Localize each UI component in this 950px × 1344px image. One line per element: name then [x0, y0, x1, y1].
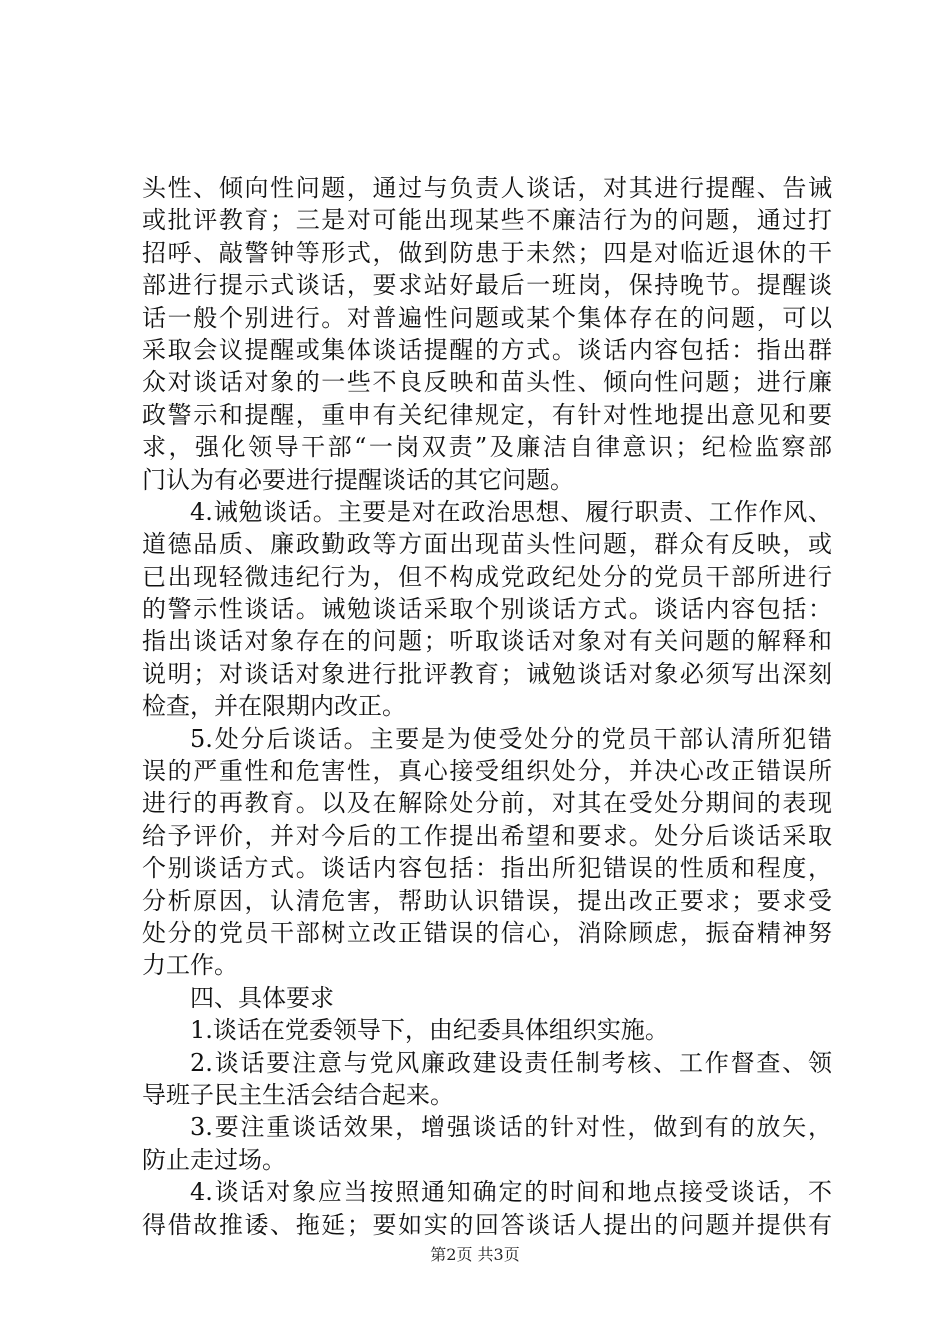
document-body — [142, 172, 832, 1241]
text-line: 门认为有必要进行提醒谈话的其它问题。 — [142, 465, 574, 494]
text-line: 2.谈话要注意与党风廉政建设责任制考核、工作督查、领 — [190, 1048, 832, 1077]
text-line: 个别谈话方式。谈话内容包括：指出所犯错误的性质和程度， — [142, 854, 832, 883]
text-line: 或批评教育；三是对可能出现某些不廉洁行为的问题，通过打 — [142, 206, 832, 235]
text-line: 3.要注重谈话效果，增强谈话的针对性，做到有的放矢， — [190, 1113, 832, 1142]
text-line: 导班子民主生活会结合起来。 — [142, 1080, 454, 1109]
text-line: 4.谈话对象应当按照通知确定的时间和地点接受谈话，不 — [190, 1178, 832, 1207]
text-line: 求，强化领导干部“一岗双责”及廉洁自律意识；纪检监察部 — [142, 433, 832, 462]
text-line: 5.处分后谈话。主要是为使受处分的党员干部认清所犯错 — [190, 724, 832, 753]
text-line: 得借故推诿、拖延；要如实的回答谈话人提出的问题并提供有 — [142, 1210, 832, 1239]
text-line: 分析原因，认清危害，帮助认识错误，提出改正要求；要求受 — [142, 886, 832, 915]
text-line: 检查，并在限期内改正。 — [142, 692, 406, 721]
text-line: 招呼、敲警钟等形式，做到防患于未然；四是对临近退休的干 — [142, 238, 832, 267]
page-footer: 第2页 共3页 — [430, 1245, 520, 1264]
text-line: 道德品质、廉政勤政等方面出现苗头性问题，群众有反映，或 — [142, 530, 832, 559]
text-line: 说明；对谈话对象进行批评教育；诫勉谈话对象必须写出深刻 — [142, 659, 832, 688]
text-line: 头性、倾向性问题，通过与负责人谈话，对其进行提醒、告诫 — [142, 174, 832, 202]
text-line: 4.诫勉谈话。主要是对在政治思想、履行职责、工作作风、 — [190, 497, 832, 526]
text-line: 部进行提示式谈话，要求站好最后一班岗，保持晚节。提醒谈 — [142, 271, 832, 300]
text-line: 防止走过场。 — [142, 1145, 286, 1174]
text-line: 已出现轻微违纪行为，但不构成党政纪处分的党员干部所进行 — [142, 562, 832, 591]
text-line: 进行的再教育。以及在解除处分前，对其在受处分期间的表现 — [142, 789, 832, 818]
text-line: 指出谈话对象存在的问题；听取谈话对象对有关问题的解释和 — [142, 627, 832, 656]
text-line: 力工作。 — [142, 951, 238, 980]
text-line: 话一般个别进行。对普遍性问题或某个集体存在的问题，可以 — [142, 303, 832, 332]
text-line: 1.谈话在党委领导下，由纪委具体组织实施。 — [190, 1016, 669, 1045]
text-line: 政警示和提醒，重申有关纪律规定，有针对性地提出意见和要 — [142, 400, 832, 429]
text-line: 众对谈话对象的一些不良反映和苗头性、倾向性问题；进行廉 — [142, 368, 832, 397]
text-line: 四、具体要求 — [190, 983, 334, 1012]
text-line: 误的严重性和危害性，真心接受组织处分，并决心改正错误所 — [142, 757, 832, 786]
text-line: 采取会议提醒或集体谈话提醒的方式。谈话内容包括：指出群 — [142, 335, 832, 364]
text-line: 处分的党员干部树立改正错误的信心，消除顾虑，振奋精神努 — [142, 918, 832, 947]
text-line: 给予评价，并对今后的工作提出希望和要求。处分后谈话采取 — [142, 821, 832, 850]
text-line: 的警示性谈话。诫勉谈话采取个别谈话方式。谈话内容包括： — [142, 595, 832, 624]
